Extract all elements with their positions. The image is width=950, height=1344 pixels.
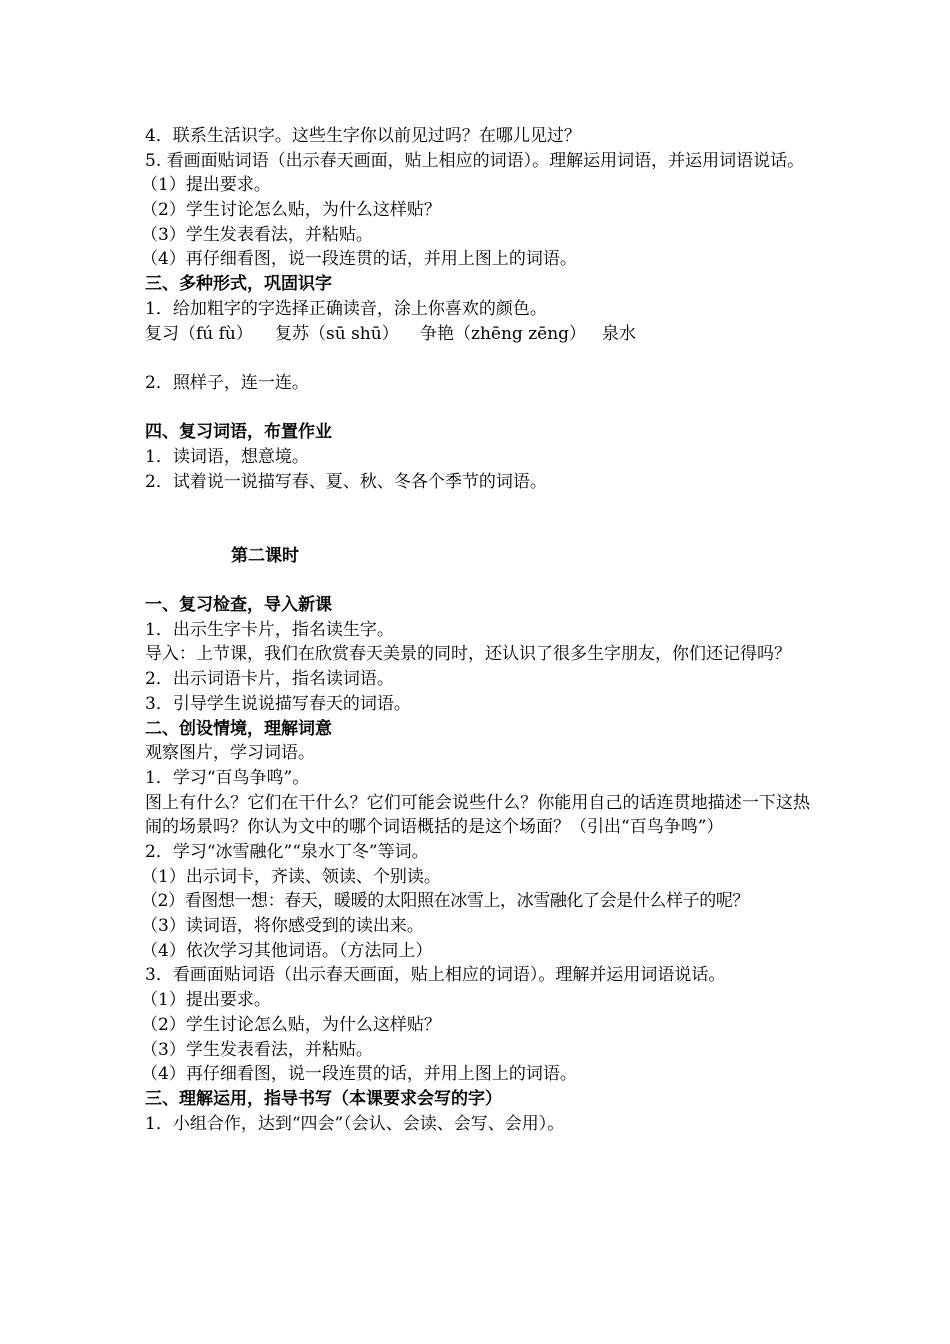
paragraph: （1）提出要求。 (141, 175, 271, 196)
section-heading: 一、复习检查，导入新课 (145, 595, 332, 616)
paragraph: 2．试着说一说描写春、夏、秋、冬各个季节的词语。 (145, 471, 547, 492)
pinyin-exercise-row (145, 322, 810, 347)
paragraph: （2）看图想一想：春天，暖暖的太阳照在冰雪上，冰雪融化了会是什么样子的呢？ (141, 891, 750, 912)
pinyin-item: 复苏（sū shū） (275, 323, 399, 344)
paragraph: 2．照样子，连一连。 (145, 372, 309, 393)
paragraph: 1．出示生字卡片，指名读生字。 (145, 619, 394, 640)
paragraph: 1．学习“百鸟争鸣”。 (145, 767, 310, 788)
paragraph: （1）提出要求。 (141, 990, 271, 1011)
paragraph: （3）学生发表看法，并粘贴。 (141, 1039, 373, 1060)
paragraph: （4）再仔细看图，说一段连贯的话，并用上图上的词语。 (141, 249, 577, 270)
paragraph: 4．联系生活识字。这些生字你以前见过吗？在哪儿见过？ (145, 126, 581, 146)
paragraph: 导入：上节课，我们在欣赏春天美景的同时，还认识了很多生字朋友，你们还记得吗？ (145, 644, 791, 665)
pinyin-item: 复习（fú fù） (145, 323, 253, 344)
section-heading: 二、创设情境，理解词意 (145, 718, 332, 739)
section-heading: 三、多种形式，巩固识字 (145, 274, 332, 295)
pinyin-item: 争艳（zhēng zēng） (420, 323, 587, 344)
section-heading: 三、理解运用，指导书写（本课要求会写的字） (145, 1088, 502, 1109)
paragraph: （3）学生发表看法，并粘贴。 (141, 224, 373, 245)
paragraph: 1．小组合作，达到“四会”（会认、会读、会写、会用）。 (145, 1113, 565, 1134)
paragraph: （1）出示词卡，齐读、领读、个别读。 (141, 866, 441, 887)
pinyin-item: 泉水 (602, 323, 636, 344)
paragraph: （4）依次学习其他词语。（方法同上） (141, 940, 433, 961)
paragraph: 1．读词语，想意境。 (145, 446, 309, 467)
paragraph: 2．出示词语卡片，指名读词语。 (145, 669, 394, 690)
paragraph: 3．引导学生说说描写春天的词语。 (145, 693, 411, 714)
document-page (141, 124, 810, 1136)
paragraph: 3．看画面贴词语（出示春天画面，贴上相应的词语）。理解并运用词语说话。 (145, 965, 726, 986)
lesson-title: 第二课时 (231, 545, 299, 566)
paragraph: （2）学生讨论怎么贴，为什么这样贴？ (141, 200, 441, 221)
paragraph: 5. 看画面贴词语（出示春天画面，贴上相应的词语）。理解运用词语，并运用词语说话。 (145, 150, 805, 171)
paragraph: （3）读词语，将你感受到的读出来。 (141, 916, 424, 937)
paragraph: （4）再仔细看图，说一段连贯的话，并用上图上的词语。 (141, 1064, 577, 1085)
section-heading: 四、复习词语，布置作业 (145, 422, 332, 443)
paragraph: 2．学习“冰雪融化”“泉水丁冬”等词。 (145, 842, 429, 862)
paragraph: （2）学生讨论怎么贴，为什么这样贴？ (141, 1014, 441, 1035)
paragraph: 图上有什么？它们在干什么？它们可能会说些什么？你能用自己的话连贯地描述一下这热闹的场景吗？你认为文中的哪个词语概括的是这个场面？（引出“百鸟争鸣”） (145, 792, 810, 838)
paragraph: 观察图片，学习词语。 (145, 743, 315, 764)
paragraph: 1．给加粗字的字选择正确读音，涂上你喜欢的颜色。 (145, 298, 547, 319)
